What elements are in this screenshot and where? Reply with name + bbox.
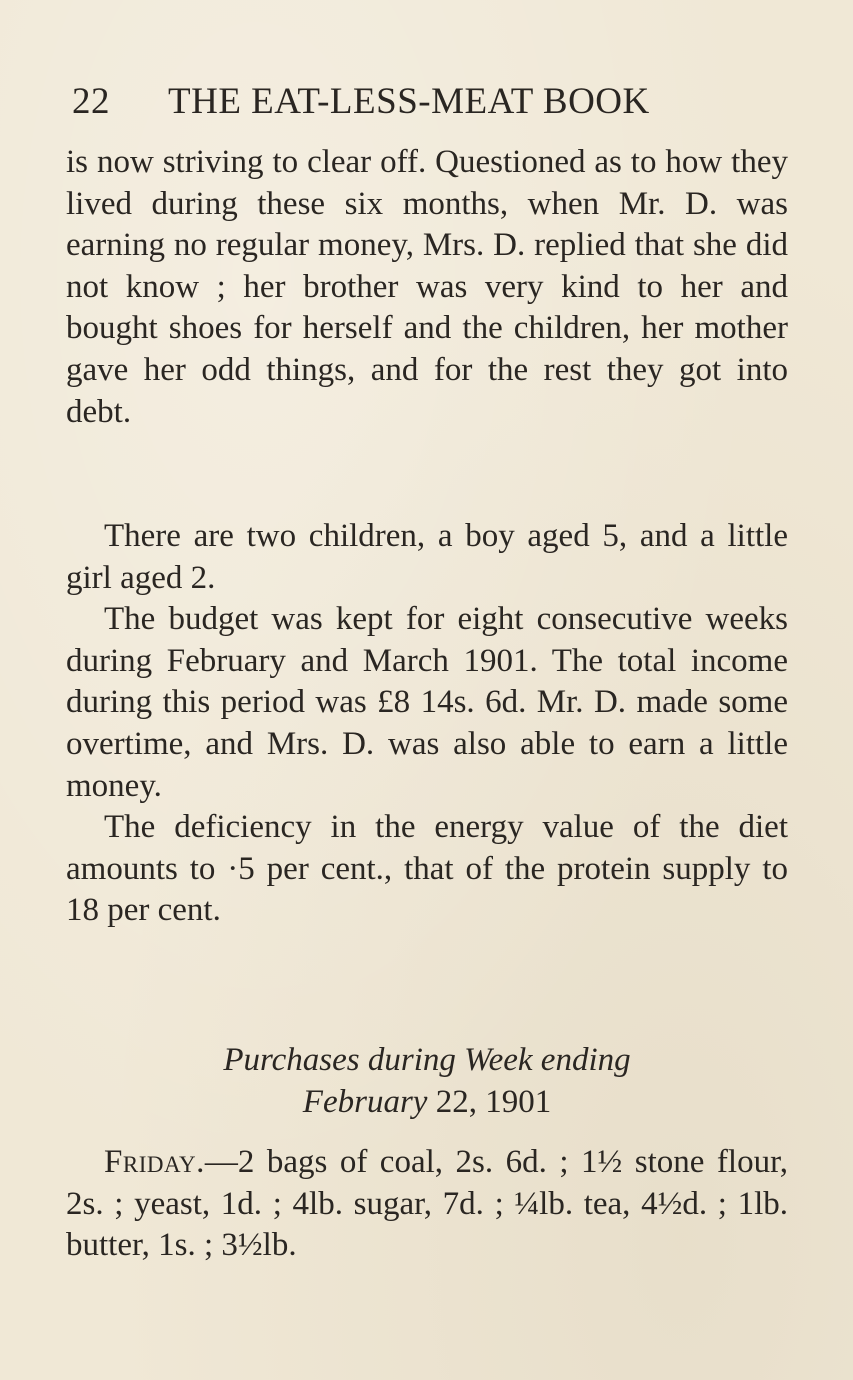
paragraph-deficiency: The deficiency in the energy value of the diet amounts to ·5 per cent., that of the protein supply to 18 per cent.: [66, 809, 788, 929]
heading-line-1: Purchases during Week ending: [223, 1042, 631, 1078]
running-title: THE EAT-LESS-MEAT BOOK: [168, 81, 650, 122]
day-label: Friday.: [104, 1144, 205, 1180]
purchases-friday: [66, 1142, 788, 1267]
section-heading: [66, 1040, 788, 1123]
purchases-text: —2 bags of coal, 2s. 6d. ; 1½ stone flour, 2s. ; yeast, 1d. ; 4lb. sugar, 7d. ; ¼lb. tea, 4½d. ; 1lb. butter, 1s. ; 3½lb.: [66, 1144, 788, 1264]
purchases-list: [66, 1142, 788, 1267]
heading-date: 22, 1901: [427, 1083, 552, 1120]
paragraph-budget: The budget was kept for eight consecutive weeks during February and March 1901. The total income during this period was £8 14s. 6d. Mr. D. made some overtime, and Mrs. D. was also able to earn a little money.: [66, 601, 788, 804]
page-number: 22: [72, 81, 110, 122]
paragraph-children: There are two children, a boy aged 5, and a little girl aged 2.: [66, 518, 788, 596]
body-text-upper: [66, 142, 788, 433]
running-head: [72, 80, 792, 123]
paragraph-debt: is now striving to clear off. Questioned as to how they lived during these six months, when Mr. D. was earning no regular money, Mrs. D. replied that she did not know ; her brother was very kind to her and bought shoes for herself and the children, her mother gave her odd things, and for the rest they got into debt.: [66, 144, 788, 430]
heading-month: February: [302, 1083, 428, 1120]
body-text-lower: [66, 516, 788, 932]
